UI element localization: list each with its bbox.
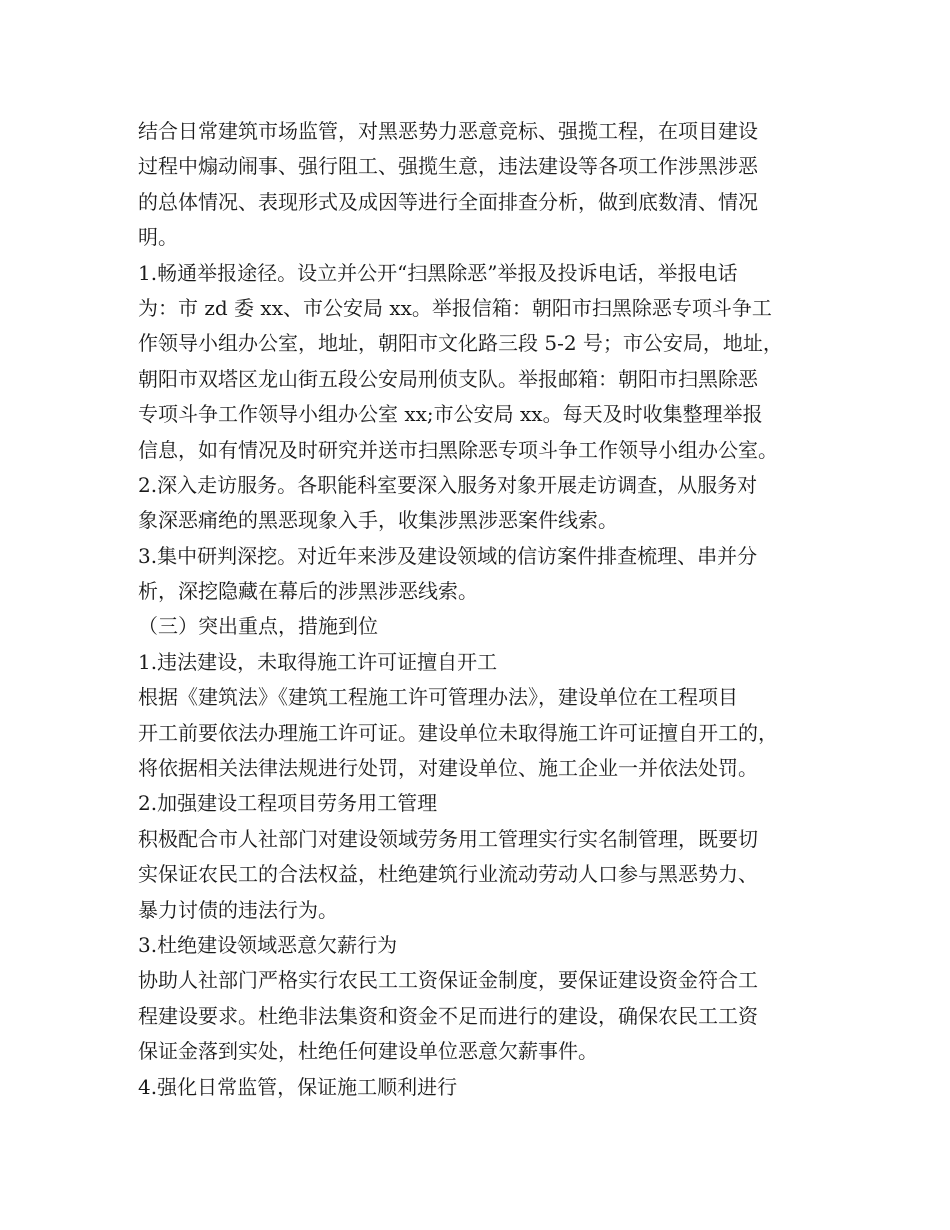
item-heading: 4.强化日常监管，保证施工顺利进行	[138, 1074, 458, 1099]
text-line: 为：市 zd 委 xx、市公安局 xx。举报信箱：朝阳市扫黑除恶专项斗争工	[138, 295, 772, 320]
text-line: 专项斗争工作领导小组办公室 xx;市公安局 xx。每天及时收集整理举报	[138, 402, 763, 427]
section-heading: （三）突出重点，措施到位	[138, 614, 378, 639]
text-line: 析，深挖隐藏在幕后的涉黑涉恶线索。	[138, 579, 478, 604]
text-line: 象深恶痛绝的黑恶现象入手，收集涉黑涉恶案件线索。	[138, 508, 618, 533]
text-line: 过程中煽动闹事、强行阻工、强揽生意，违法建设等各项工作涉黑涉恶	[138, 154, 758, 179]
text-line: 程建设要求。杜绝非法集资和资金不足而进行的建设，确保农民工工资	[138, 1003, 758, 1028]
text-line: 2.深入走访服务。各职能科室要深入服务对象开展走访调查，从服务对	[138, 472, 758, 497]
item-heading: 1.违法建设，未取得施工许可证擅自开工	[138, 649, 498, 674]
document-body	[138, 114, 828, 1105]
text-line: 协助人社部门严格实行农民工工资保证金制度，要保证建设资金符合工	[138, 968, 758, 993]
text-line: 信息，如有情况及时研究并送市扫黑除恶专项斗争工作领导小组办公室。	[138, 437, 778, 462]
text-line: 朝阳市双塔区龙山街五段公安局刑侦支队。举报邮箱：朝阳市扫黑除恶	[138, 366, 758, 391]
text-line: 积极配合市人社部门对建设领域劳务用工管理实行实名制管理，既要切	[138, 826, 758, 851]
item-heading: 3.杜绝建设领域恶意欠薪行为	[138, 932, 398, 957]
text-line: 作领导小组办公室，地址，朝阳市文化路三段 5-2 号；市公安局，地址，	[138, 331, 783, 356]
text-line: 结合日常建筑市场监管，对黑恶势力恶意竞标、强揽工程，在项目建设	[138, 119, 758, 143]
text-line: 的总体情况、表现形式及成因等进行全面排查分析，做到底数清、情况	[138, 189, 758, 214]
text-line: 实保证农民工的合法权益，杜绝建筑行业流动劳动人口参与黑恶势力、	[138, 862, 758, 887]
text-line: 暴力讨债的违法行为。	[138, 897, 338, 922]
text-line: 明。	[138, 225, 178, 250]
text-line: 将依据相关法律法规进行处罚，对建设单位、施工企业一并依法处罚。	[138, 756, 758, 781]
text-line: 开工前要依法办理施工许可证。建设单位未取得施工许可证擅自开工的，	[138, 720, 778, 745]
item-heading: 2.加强建设工程项目劳务用工管理	[138, 791, 438, 816]
text-line: 1.畅通举报途径。设立并公开“扫黑除恶”举报及投诉电话，举报电话	[138, 260, 738, 285]
text-line: 保证金落到实处，杜绝任何建设单位恶意欠薪事件。	[138, 1039, 598, 1064]
text-line: 3.集中研判深挖。对近年来涉及建设领域的信访案件排查梳理、串并分	[138, 543, 758, 568]
text-line: 根据《建筑法》《建筑工程施工许可管理办法》，建设单位在工程项目	[138, 685, 738, 710]
